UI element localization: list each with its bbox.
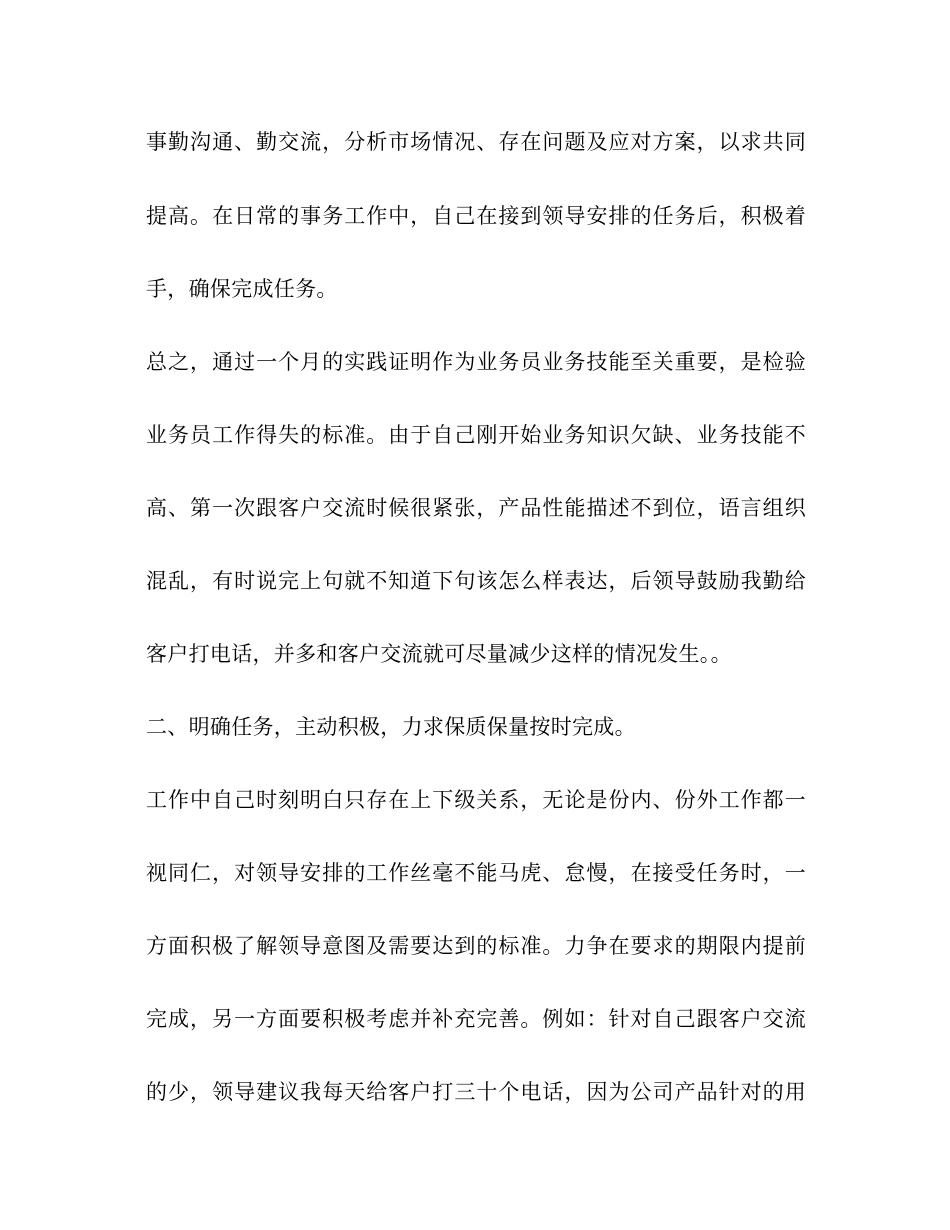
text-line: 视同仁，对领导安排的工作丝毫不能马虎、怠慢，在接受任务时，一 xyxy=(146,861,806,885)
text-line: 的少，领导建议我每天给客户打三十个电话，因为公司产品针对的用 xyxy=(146,1080,806,1104)
text-line: 提高。在日常的事务工作中，自己在接到领导安排的任务后，积极着 xyxy=(146,204,806,228)
text-line: 事勤沟通、勤交流，分析市场情况、存在问题及应对方案，以求共同 xyxy=(146,130,806,154)
text-line: 客户打电话，并多和客户交流就可尽量减少这样的情况发生。。 xyxy=(146,642,732,666)
text-line: 工作中自己时刻明白只存在上下级关系，无论是份内、份外工作都一 xyxy=(146,788,806,812)
text-line: 总之，通过一个月的实践证明作为业务员业务技能至关重要，是检验 xyxy=(146,350,806,374)
text-line: 手，确保完成任务。 xyxy=(146,277,338,301)
text-line: 完成，另一方面要积极考虑并补充完善。例如：针对自己跟客户交流 xyxy=(146,1007,806,1031)
text-line: 混乱，有时说完上句就不知道下句该怎么样表达，后领导鼓励我勤给 xyxy=(146,569,806,593)
section-heading: 二、明确任务，主动积极，力求保质保量按时完成。 xyxy=(146,715,636,739)
text-line: 业务员工作得失的标准。由于自己刚开始业务知识欠缺、业务技能不 xyxy=(146,423,806,447)
text-line: 高、第一次跟客户交流时候很紧张，产品性能描述不到位，语言组织 xyxy=(146,496,806,520)
text-line: 方面积极了解领导意图及需要达到的标准。力争在要求的期限内提前 xyxy=(146,934,806,958)
